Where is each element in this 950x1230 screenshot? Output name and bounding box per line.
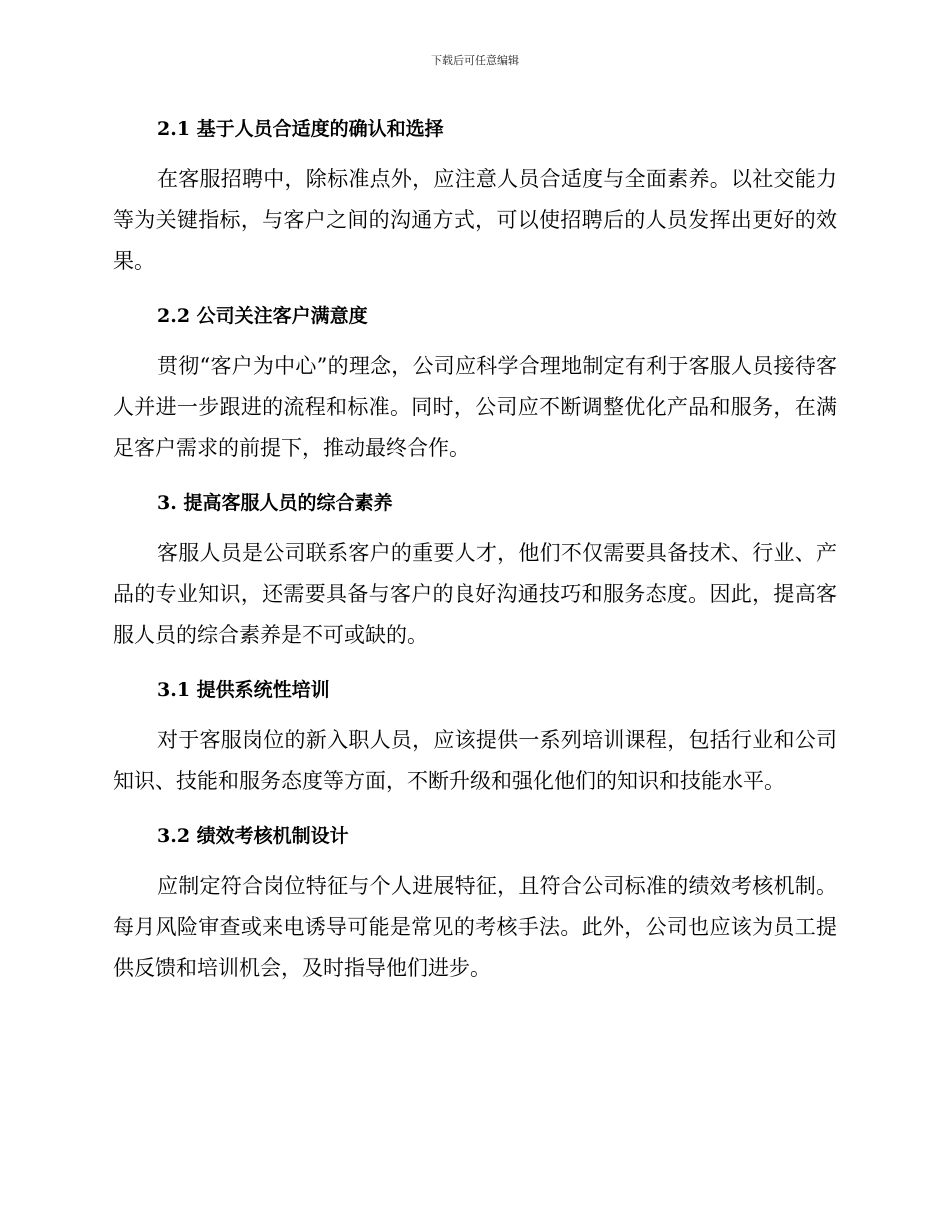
document-body <box>113 109 837 1003</box>
section-heading: 3.2 绩效考核机制设计 <box>157 825 349 847</box>
section-paragraph: 应制定符合岗位特征与个人进展特征，且符合公司标准的绩效考核机制。 每月风险审查或来电诱导可能是常见的考核手法。此外，公司也应该为员工提供反馈和培训机会，及时指导他们进步。 <box>113 874 837 980</box>
section-paragraph: 在客服招聘中，除标准点外，应注意人员合适度与全面素养。以社交能力等为关键指标，与客户之间的沟通方式，可以使招聘后的人员发挥出更好的效果。 <box>113 167 837 273</box>
section-paragraph: 客服人员是公司联系客户的重要人才，他们不仅需要具备技术、行业、产品的专业知识，还需要具备与客户的良好沟通技巧和服务态度。因此，提高客服人员的综合素养是不可或缺的。 <box>113 541 837 647</box>
section-paragraph: 对于客服岗位的新入职人员，应该提供一系列培训课程，包括行业和公司知识、技能和服务态度等方面，不断升级和强化他们的知识和技能水平。 <box>113 728 837 793</box>
section-heading: 3. 提高客服人员的综合素养 <box>157 492 393 514</box>
section-paragraph: 贯彻“客户为中心”的理念，公司应科学合理地制定有利于客服人员接待客人并进一步跟进的流程和标准。同时，公司应不断调整优化产品和服务，在满足客户需求的前提下，推动最终合作。 <box>113 354 837 460</box>
section-heading: 3.1 提供系统性培训 <box>157 679 330 701</box>
page-header: 下载后可任意编辑 <box>431 54 519 67</box>
section-heading: 2.2 公司关注客户满意度 <box>157 305 368 327</box>
section-heading: 2.1 基于人员合适度的确认和选择 <box>157 118 444 140</box>
